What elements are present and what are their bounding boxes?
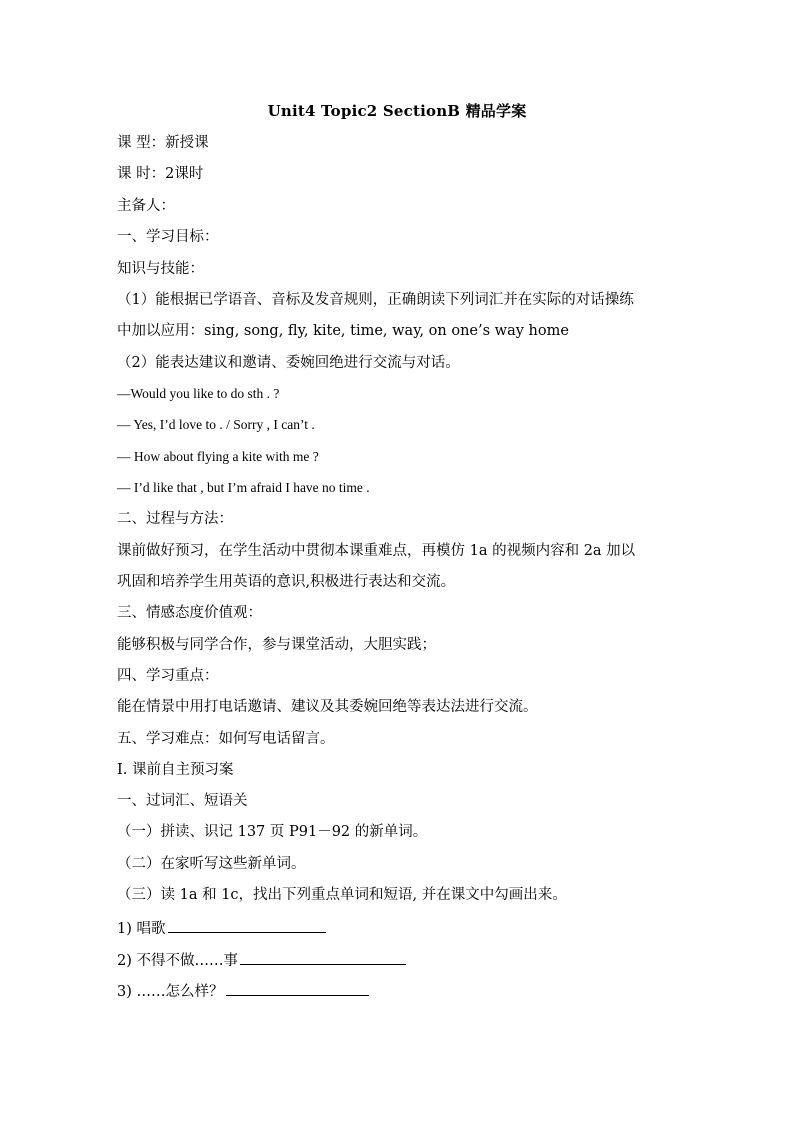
dialog-line-4: — I’d like that , but I’m afraid I have no time .	[117, 480, 370, 495]
text-line-key-points: 能在情景中用打电话邀请、建议及其委婉回绝等表达法进行交流。	[117, 699, 538, 715]
text-line-objective-1-vocab: 中加以应用：sing, song, fly, kite, time, way, on one’s way home	[117, 323, 569, 339]
text-line-preparer: 主备人：	[117, 198, 175, 214]
dialog-line-3: — How about flying a kite with me ?	[117, 449, 319, 464]
subheading-knowledge-skills: 知识与技能：	[117, 261, 204, 277]
text-line-attitude: 能够积极与同学合作，参与课堂活动，大胆实践；	[117, 637, 436, 653]
document-title: Unit4 Topic2 SectionB 精品学案	[267, 102, 527, 120]
section-heading-objectives: 一、学习目标：	[117, 229, 219, 245]
section-heading-process: 二、过程与方法：	[117, 511, 233, 527]
text-line-objective-2: （2）能表达建议和邀请、委婉回绝进行交流与对话。	[117, 355, 460, 371]
exercise-item-3	[117, 979, 369, 1002]
answer-blank-3[interactable]	[226, 979, 369, 996]
text-line-task-2: （二）在家听写这些新单词。	[117, 856, 306, 872]
answer-blank-1[interactable]	[168, 916, 326, 933]
exercise-item-3-label: 3) ……怎么样？	[117, 984, 224, 1000]
text-line-task-1: （一）拼读、识记 137 页 P91－92 的新单词。	[117, 824, 428, 840]
answer-blank-2[interactable]	[240, 948, 406, 965]
exercise-item-1-label: 1) 唱歌	[117, 921, 166, 937]
exercise-item-2	[117, 948, 406, 971]
section-heading-preview: I. 课前自主预习案	[117, 762, 234, 778]
exercise-item-1	[117, 916, 326, 939]
text-line-task-3: （三）读 1a 和 1c，找出下列重点单词和短语, 并在课文中勾画出来。	[117, 887, 567, 903]
exercise-item-2-label: 2) 不得不做……事	[117, 953, 238, 969]
dialog-line-2: — Yes, I’d love to . / Sorry , I can’t .	[117, 417, 315, 432]
text-line-process-2: 巩固和培养学生用英语的意识,积极进行表达和交流。	[117, 574, 456, 590]
subheading-vocabulary: 一、过词汇、短语关	[117, 793, 248, 809]
section-heading-key-points: 四、学习重点：	[117, 668, 219, 684]
text-line-lesson-type: 课 型：新授课	[117, 135, 209, 151]
text-line-objective-1: （1）能根据已学语音、音标及发音规则，正确朗读下列词汇并在实际的对话操练	[117, 292, 634, 308]
text-line-process-1: 课前做好预习，在学生活动中贯彻本课重难点，再模仿 1a 的视频内容和 2a 加以	[117, 543, 636, 559]
section-heading-difficulties: 五、学习难点：如何写电话留言。	[117, 731, 335, 747]
dialog-line-1: —Would you like to do sth . ?	[117, 386, 280, 401]
text-line-lesson-time: 课 时：2课时	[117, 166, 204, 182]
section-heading-attitude: 三、情感态度价值观：	[117, 605, 262, 621]
